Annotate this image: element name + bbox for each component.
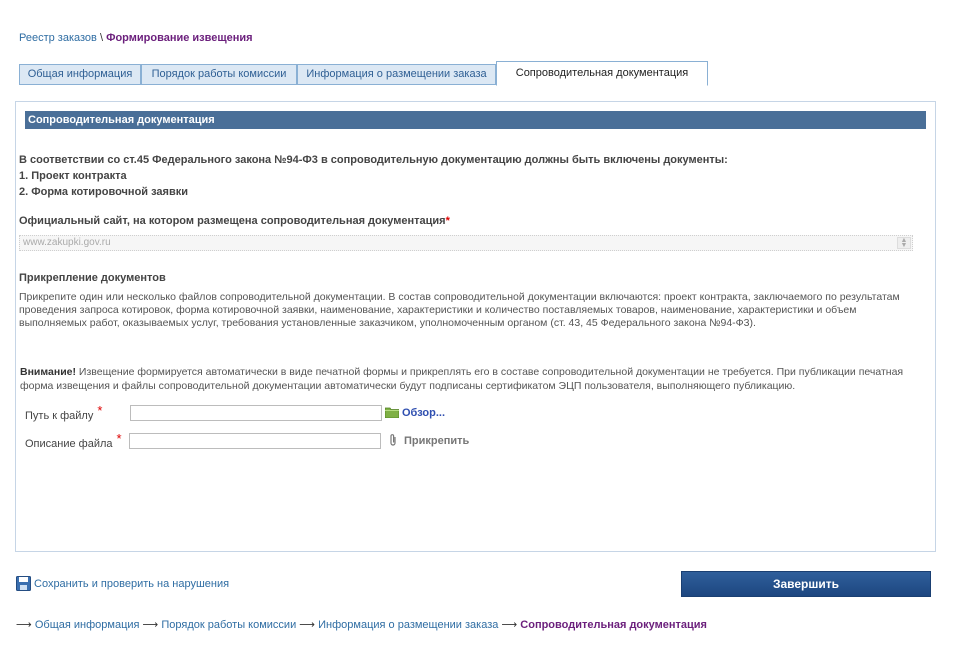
step-arrow: ⟶ (142, 619, 159, 631)
warning-label: Внимание! (20, 366, 76, 378)
site-spinner-icon[interactable]: ▲ ▼ (897, 237, 911, 249)
paperclip-icon (388, 433, 398, 447)
official-site-value: www.zakupki.gov.ru (23, 237, 111, 248)
finish-button[interactable]: Завершить (681, 571, 931, 597)
breadcrumb-registry-link[interactable]: Реестр заказов (19, 32, 97, 44)
folder-icon (385, 407, 399, 418)
save-and-check-link[interactable] (16, 576, 229, 591)
breadcrumb-separator: \ (96, 32, 107, 44)
floppy-disk-icon (16, 576, 31, 591)
tab-placement-info[interactable]: Информация о размещении заказа (297, 64, 496, 85)
official-site-label (19, 215, 450, 227)
save-and-check-label: Сохранить и проверить на нарушения (34, 578, 230, 590)
breadcrumb-current: Формирование извещения (106, 32, 253, 44)
browse-label: Обзор... (402, 407, 446, 419)
warning-body: Извещение формируется автоматически в виде печатной формы и прикреплять его в составе сопроводительной документации не требуется. При публикации печатная форма извещения и файлы сопроводительной документации автоматически будут подписаны сертификатом ЭЦП пользователя, выполняющего публикацию. (20, 366, 904, 392)
tab-accompanying-docs[interactable]: Сопроводительная документация (496, 61, 708, 86)
step-navigation (16, 618, 707, 631)
tab-commission-procedure[interactable]: Порядок работы комиссии (141, 64, 297, 85)
required-mark: * (445, 215, 450, 227)
section-header: Сопроводительная документация (25, 111, 926, 129)
intro-text (19, 152, 728, 200)
attach-title: Прикрепление документов (19, 272, 166, 284)
step-general-info[interactable]: Общая информация (34, 619, 140, 631)
file-desc-label (25, 431, 122, 450)
file-path-label-text: Путь к файлу (25, 410, 94, 422)
attach-button[interactable] (388, 433, 469, 447)
file-path-label (25, 403, 103, 422)
step-accompanying-docs: Сопроводительная документация (520, 619, 707, 631)
official-site-label-text: Официальный сайт, на котором размещена сопроводительная документация (19, 215, 446, 227)
attach-description: Прикрепите один или несколько файлов сопроводительной документации. В состав сопроводительной документации включаются: проект контракта, заключаемого по результатам проведения запроса котировок, форма котировочной заявки, наименование, характеристики и количество поставляемых товаров, наименование, характеристики и объем выполняемых работ, оказываемых услуг, требования установленные заказчиком, уполномоченным органом (ст. 43, 45 Федерального закона №94-Ф3). (19, 291, 900, 329)
intro-line-3: 2. Форма котировочной заявки (19, 186, 188, 198)
required-mark: * (97, 403, 103, 418)
file-desc-label-text: Описание файла (25, 438, 113, 450)
main-panel (15, 101, 936, 552)
step-commission-procedure[interactable]: Порядок работы комиссии (161, 619, 297, 631)
step-arrow: ⟶ (501, 619, 518, 631)
step-arrow: ⟶ (16, 619, 32, 631)
browse-button[interactable] (385, 407, 445, 419)
file-description-input[interactable] (129, 433, 381, 449)
file-path-input[interactable] (130, 405, 382, 421)
warning-text (20, 365, 920, 393)
tab-general-info[interactable]: Общая информация (19, 64, 141, 85)
step-placement-info[interactable]: Информация о размещении заказа (318, 619, 499, 631)
required-mark: * (116, 431, 122, 446)
step-arrow: ⟶ (299, 619, 316, 631)
official-site-input[interactable] (19, 235, 913, 251)
attach-label: Прикрепить (404, 435, 470, 447)
intro-line-1: В соответствии со ст.45 Федерального закона №94-Ф3 в сопроводительную документацию должны быть включены документы: (19, 154, 728, 166)
intro-line-2: 1. Проект контракта (19, 170, 127, 182)
breadcrumb (19, 32, 253, 44)
